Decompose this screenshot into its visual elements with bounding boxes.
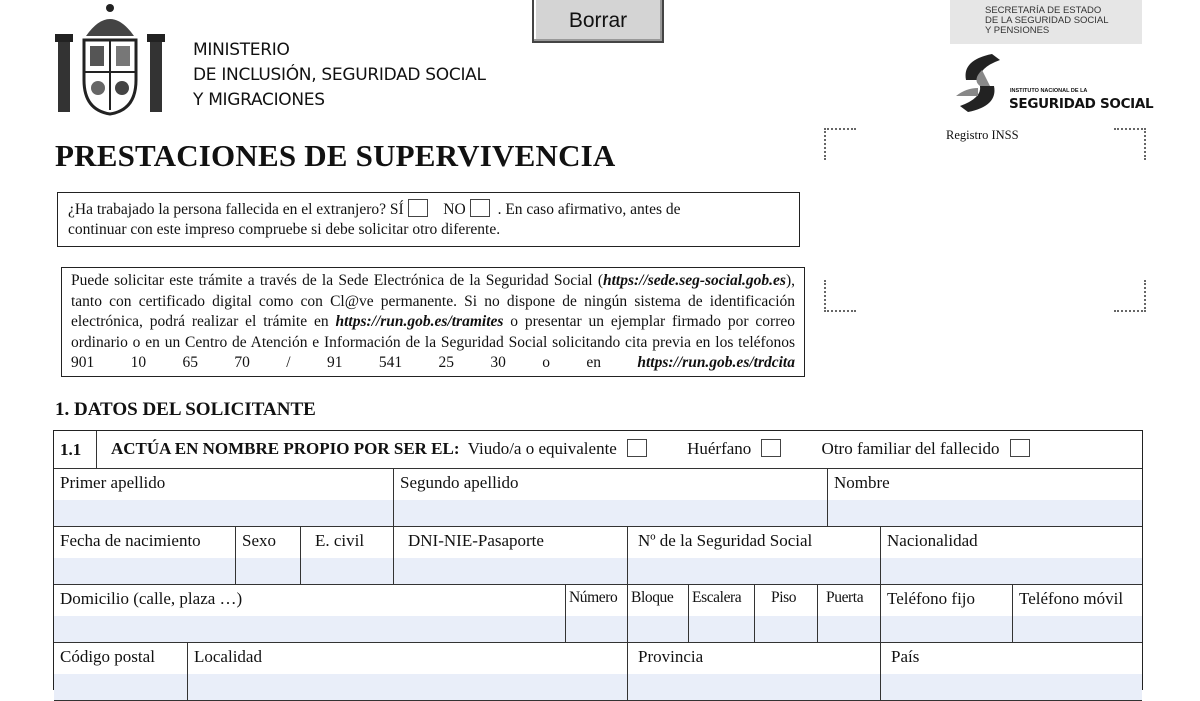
- abroad-question-box: [57, 192, 800, 247]
- field-label: Segundo apellido: [400, 473, 519, 492]
- ministry-line: Y MIGRACIONES: [193, 90, 325, 110]
- numero-input[interactable]: [566, 616, 627, 642]
- viudo-checkbox[interactable]: [627, 439, 647, 457]
- stamp-corner: [824, 280, 856, 312]
- info-text: ), tanto con certificado digital como con Cl@ve permanente. Si no dispone de ningún sistema de identificación electrónica, podrá realizar el trámite en: [71, 272, 795, 330]
- field-label: Bloque: [631, 589, 674, 606]
- acts-row: [97, 431, 1142, 469]
- acts-label: ACTÚA EN NOMBRE PROPIO POR SER EL:: [111, 439, 460, 458]
- escalera-input[interactable]: [689, 616, 754, 642]
- huerfano-checkbox[interactable]: [761, 439, 781, 457]
- field-label: Número: [569, 589, 618, 606]
- no-label: NO: [443, 201, 466, 218]
- trdcita-link[interactable]: https://run.gob.es/trdcita: [637, 354, 795, 371]
- question-line2: continuar con este impreso compruebe si debe solicitar otro diferente.: [68, 221, 501, 238]
- inss-logo-icon: [952, 50, 1008, 120]
- inss-name: SEGURIDAD SOCIAL: [1009, 96, 1154, 112]
- section-title: 1. DATOS DEL SOLICITANTE: [55, 399, 316, 420]
- segundo-apellido-input[interactable]: [394, 500, 827, 526]
- section-number: 1.1: [54, 431, 97, 469]
- secretaria-line: DE LA SEGURIDAD SOCIAL: [985, 15, 1109, 26]
- field-label: Nacionalidad: [887, 531, 978, 550]
- field-label: Sexo: [242, 531, 276, 550]
- sede-link[interactable]: https://sede.seg-social.gob.es: [602, 272, 786, 289]
- piso-input[interactable]: [755, 616, 817, 642]
- stamp-corner: [824, 128, 856, 160]
- domicilio-input[interactable]: [54, 616, 565, 642]
- applicant-table: [53, 430, 1143, 690]
- nss-input[interactable]: [628, 558, 880, 584]
- info-text: o presentar un ejemplar firmado por correo ordinario o en un Centro de Atención e Información de la Seguridad Social solicitando cita previa en los teléfonos 901 10 65 70 / 91 541 25 30 o en: [71, 313, 796, 371]
- field-label: Código postal: [60, 647, 155, 666]
- no-checkbox[interactable]: [470, 199, 490, 217]
- field-label: Fecha de nacimiento: [60, 531, 201, 550]
- pais-input[interactable]: [881, 674, 1142, 700]
- sexo-input[interactable]: [236, 558, 300, 584]
- nacionalidad-input[interactable]: [881, 558, 1142, 584]
- stamp-corner: [1114, 128, 1146, 160]
- question-rest: . En caso afirmativo, antes de: [497, 201, 681, 218]
- field-label: País: [891, 647, 920, 666]
- otro-checkbox[interactable]: [1010, 439, 1030, 457]
- info-text: Puede solicitar este trámite a través de la Sede Electrónica de la Seguridad Social (: [71, 272, 603, 289]
- tramites-link[interactable]: https://run.gob.es/tramites: [335, 313, 504, 330]
- field-label: Puerta: [826, 589, 864, 606]
- telefono-fijo-input[interactable]: [881, 616, 1012, 642]
- page-title: PRESTACIONES DE SUPERVIVENCIA: [55, 138, 616, 173]
- borrar-button[interactable]: Borrar: [532, 0, 664, 43]
- question-text: ¿Ha trabajado la persona fallecida en el extranjero?: [68, 201, 386, 218]
- provincia-input[interactable]: [628, 674, 880, 700]
- field-label: E. civil: [315, 531, 365, 550]
- option-viudo: Viudo/a o equivalente: [467, 439, 617, 458]
- secretaria-line: Y PENSIONES: [985, 25, 1050, 36]
- bloque-input[interactable]: [628, 616, 688, 642]
- ministry-line: MINISTERIO: [193, 40, 290, 60]
- field-label: Teléfono móvil: [1019, 589, 1124, 608]
- coat-of-arms-logo: [54, 2, 166, 118]
- si-label: SÍ: [389, 201, 404, 218]
- field-label: Nombre: [834, 473, 890, 492]
- si-checkbox[interactable]: [408, 199, 428, 217]
- field-label: Piso: [771, 589, 797, 606]
- puerta-input[interactable]: [818, 616, 880, 642]
- field-label: Escalera: [692, 589, 742, 606]
- field-label: Provincia: [638, 647, 704, 666]
- field-label: Domicilio (calle, plaza …): [60, 589, 243, 608]
- field-label: Teléfono fijo: [887, 589, 976, 608]
- fecha-nacimiento-input[interactable]: [54, 558, 235, 584]
- option-huerfano: Huérfano: [687, 439, 752, 458]
- info-box: [61, 267, 805, 377]
- secretaria-line: SECRETARÍA DE ESTADO: [985, 5, 1102, 16]
- registro-label: Registro INSS: [946, 128, 1019, 142]
- estado-civil-input[interactable]: [301, 558, 393, 584]
- nombre-input[interactable]: [828, 500, 1142, 526]
- primer-apellido-input[interactable]: [54, 500, 393, 526]
- codigo-postal-input[interactable]: [54, 674, 187, 700]
- field-label: DNI-NIE-Pasaporte: [408, 531, 544, 550]
- field-label: Localidad: [194, 647, 262, 666]
- option-otro: Otro familiar del fallecido: [821, 439, 1000, 458]
- stamp-corner: [1114, 280, 1146, 312]
- dni-input[interactable]: [394, 558, 627, 584]
- inss-small-text: INSTITUTO NACIONAL DE LA: [1010, 88, 1088, 94]
- secretaria-box: [950, 0, 1142, 44]
- ministry-line: DE INCLUSIÓN, SEGURIDAD SOCIAL: [193, 65, 486, 85]
- localidad-input[interactable]: [188, 674, 627, 700]
- telefono-movil-input[interactable]: [1013, 616, 1142, 642]
- ministry-name: [193, 38, 486, 113]
- field-label: Primer apellido: [60, 473, 166, 492]
- field-label: Nº de la Seguridad Social: [638, 531, 813, 550]
